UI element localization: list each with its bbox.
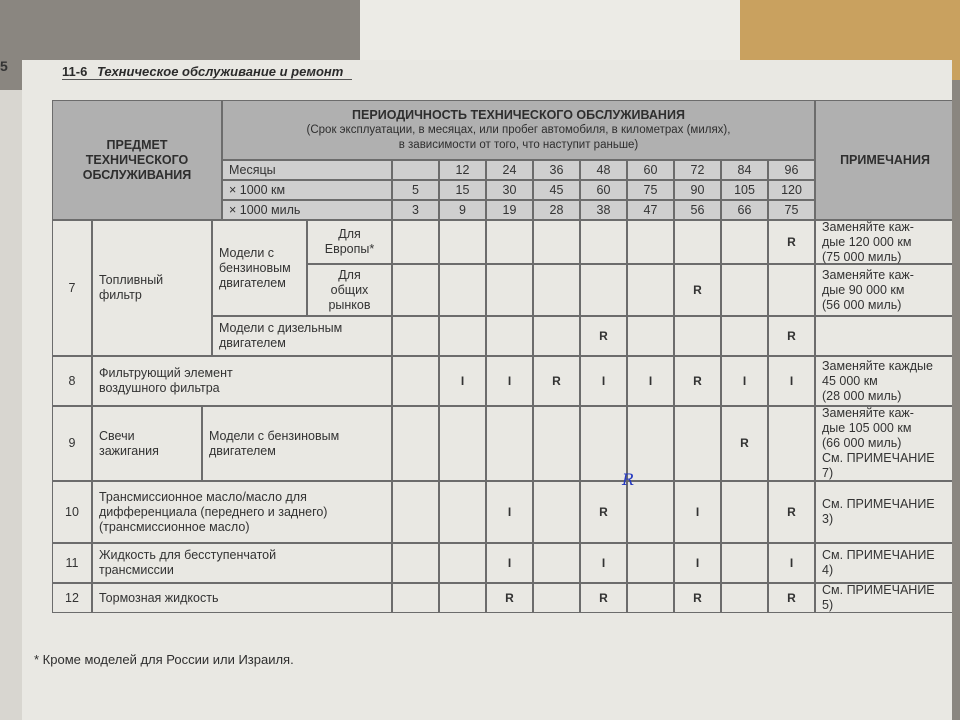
item-subgroup: Модели с бензиновым двигателем xyxy=(212,220,307,316)
item-name: Жидкость для бесступенчатой трансмиссии xyxy=(92,543,392,583)
maintenance-mark: R xyxy=(768,220,815,264)
maintenance-mark: R xyxy=(486,583,533,613)
maintenance-mark: R xyxy=(768,316,815,356)
item-variant: Модели с дизельным двигателем xyxy=(212,316,392,356)
scale-value-km: 15 xyxy=(439,180,486,200)
scale-value-km: 75 xyxy=(627,180,674,200)
item-note: Заменяйте каждые 45 000 км (28 000 миль) xyxy=(815,356,952,406)
page-header xyxy=(62,64,352,80)
item-name: Свечи зажигания xyxy=(92,406,202,481)
item-note xyxy=(815,316,952,356)
scale-value-miles: 56 xyxy=(674,200,721,220)
maintenance-mark xyxy=(721,543,768,583)
scale-value-months: 36 xyxy=(533,160,580,180)
scale-value-months: 60 xyxy=(627,160,674,180)
maintenance-mark xyxy=(392,220,439,264)
scale-value-miles: 75 xyxy=(768,200,815,220)
maintenance-mark xyxy=(392,356,439,406)
item-note: См. ПРИМЕЧАНИЕ 3) xyxy=(815,481,952,543)
scale-value-months: 72 xyxy=(674,160,721,180)
maintenance-mark: I xyxy=(580,543,627,583)
maintenance-mark xyxy=(533,583,580,613)
maintenance-mark xyxy=(533,264,580,316)
maintenance-mark: R xyxy=(580,481,627,543)
maintenance-mark xyxy=(721,316,768,356)
maintenance-mark: I xyxy=(486,481,533,543)
maintenance-mark xyxy=(533,316,580,356)
left-page-edge xyxy=(0,90,22,720)
maintenance-mark xyxy=(439,316,486,356)
maintenance-mark: I xyxy=(721,356,768,406)
maintenance-mark xyxy=(392,316,439,356)
maintenance-mark xyxy=(533,481,580,543)
maintenance-mark: I xyxy=(768,356,815,406)
item-number: 12 xyxy=(52,583,92,613)
maintenance-mark: R xyxy=(580,316,627,356)
item-note: См. ПРИМЕЧАНИЕ 5) xyxy=(815,583,952,613)
maintenance-mark xyxy=(439,583,486,613)
scale-value-miles: 28 xyxy=(533,200,580,220)
maintenance-mark xyxy=(486,316,533,356)
maintenance-mark xyxy=(674,316,721,356)
maintenance-mark xyxy=(768,264,815,316)
maintenance-mark: I xyxy=(439,356,486,406)
scale-label-miles: × 1000 миль xyxy=(222,200,392,220)
maintenance-mark: R xyxy=(721,406,768,481)
item-variant: Для общих рынков xyxy=(307,264,392,316)
maintenance-mark xyxy=(486,264,533,316)
page-header-title: Техническое обслуживание и ремонт xyxy=(96,64,344,79)
maintenance-mark: I xyxy=(674,481,721,543)
maintenance-mark: R xyxy=(768,583,815,613)
maintenance-mark xyxy=(674,406,721,481)
maintenance-mark xyxy=(721,220,768,264)
interval-header xyxy=(222,100,815,160)
page-header-number: 11-6 xyxy=(62,64,88,79)
maintenance-mark xyxy=(392,264,439,316)
maintenance-mark xyxy=(392,583,439,613)
item-note: Заменяйте каж- дые 105 000 км (66 000 миль) См. ПРИМЕЧАНИЕ 7) xyxy=(815,406,952,481)
maintenance-mark xyxy=(486,220,533,264)
scale-value-miles: 19 xyxy=(486,200,533,220)
maintenance-mark xyxy=(627,583,674,613)
maintenance-mark xyxy=(721,264,768,316)
scale-value-miles: 3 xyxy=(392,200,439,220)
manual-page xyxy=(22,60,952,720)
maintenance-mark xyxy=(439,264,486,316)
maintenance-mark xyxy=(439,543,486,583)
item-variant: Для Европы* xyxy=(307,220,392,264)
scale-label-km: × 1000 км xyxy=(222,180,392,200)
scale-value-months xyxy=(392,160,439,180)
scale-value-km: 105 xyxy=(721,180,768,200)
scale-value-miles: 47 xyxy=(627,200,674,220)
maintenance-mark xyxy=(439,406,486,481)
maintenance-mark xyxy=(627,316,674,356)
item-name: Топливный фильтр xyxy=(92,220,212,356)
scale-value-km: 30 xyxy=(486,180,533,200)
item-number: 9 xyxy=(52,406,92,481)
maintenance-mark: R xyxy=(674,356,721,406)
maintenance-mark xyxy=(768,406,815,481)
scale-value-km: 60 xyxy=(580,180,627,200)
maintenance-mark: R xyxy=(768,481,815,543)
notes-header: ПРИМЕЧАНИЯ xyxy=(815,100,952,220)
maintenance-mark xyxy=(627,406,674,481)
scale-value-months: 24 xyxy=(486,160,533,180)
maintenance-mark xyxy=(721,481,768,543)
maintenance-mark xyxy=(486,406,533,481)
footnote: * Кроме моделей для России или Израиля. xyxy=(34,652,294,667)
interval-title: ПЕРИОДИЧНОСТЬ ТЕХНИЧЕСКОГО ОБСЛУЖИВАНИЯ xyxy=(352,107,685,122)
maintenance-mark: R xyxy=(674,264,721,316)
maintenance-mark: I xyxy=(580,356,627,406)
scale-value-km: 45 xyxy=(533,180,580,200)
scale-value-miles: 9 xyxy=(439,200,486,220)
scale-value-km: 5 xyxy=(392,180,439,200)
maintenance-mark: R xyxy=(674,583,721,613)
scale-value-months: 96 xyxy=(768,160,815,180)
item-number: 7 xyxy=(52,220,92,356)
item-note: Заменяйте каж- дые 90 000 км (56 000 миль) xyxy=(815,264,952,316)
maintenance-mark xyxy=(580,220,627,264)
maintenance-mark xyxy=(392,406,439,481)
maintenance-mark xyxy=(392,543,439,583)
maintenance-mark xyxy=(627,264,674,316)
maintenance-mark: I xyxy=(627,356,674,406)
item-name: Фильтрующий элемент воздушного фильтра xyxy=(92,356,392,406)
item-note: Заменяйте каж- дые 120 000 км (75 000 миль) xyxy=(815,220,952,264)
maintenance-mark xyxy=(627,543,674,583)
item-note: См. ПРИМЕЧАНИЕ 4) xyxy=(815,543,952,583)
scale-value-km: 90 xyxy=(674,180,721,200)
scale-value-months: 84 xyxy=(721,160,768,180)
scale-value-miles: 66 xyxy=(721,200,768,220)
subject-header: ПРЕДМЕТ ТЕХНИЧЕСКОГО ОБСЛУЖИВАНИЯ xyxy=(52,100,222,220)
maintenance-mark xyxy=(627,481,674,543)
maintenance-mark xyxy=(439,481,486,543)
maintenance-mark xyxy=(674,220,721,264)
maintenance-mark xyxy=(533,406,580,481)
maintenance-mark xyxy=(627,220,674,264)
maintenance-mark: I xyxy=(674,543,721,583)
scale-value-months: 12 xyxy=(439,160,486,180)
maintenance-mark: R xyxy=(580,583,627,613)
scale-value-km: 120 xyxy=(768,180,815,200)
item-number: 10 xyxy=(52,481,92,543)
item-name: Тормозная жидкость xyxy=(92,583,392,613)
item-detail: Модели с бензиновым двигателем xyxy=(202,406,392,481)
maintenance-mark xyxy=(533,543,580,583)
maintenance-mark: I xyxy=(486,543,533,583)
item-name: Трансмиссионное масло/масло для дифференциала (переднего и заднего) (трансмиссионное масло) xyxy=(92,481,392,543)
interval-subtitle: (Срок эксплуатации, в месяцах, или пробег автомобиля, в километрах (милях), в зависимости от того, что наступит раньше) xyxy=(306,123,731,151)
scale-value-months: 48 xyxy=(580,160,627,180)
handwritten-mark: R xyxy=(622,470,635,489)
maintenance-mark xyxy=(721,583,768,613)
maintenance-mark: I xyxy=(768,543,815,583)
maintenance-mark xyxy=(533,220,580,264)
scale-value-miles: 38 xyxy=(580,200,627,220)
item-number: 11 xyxy=(52,543,92,583)
maintenance-mark xyxy=(580,406,627,481)
maintenance-mark: I xyxy=(486,356,533,406)
scale-label-months: Месяцы xyxy=(222,160,392,180)
maintenance-mark xyxy=(392,481,439,543)
maintenance-mark xyxy=(439,220,486,264)
item-number: 8 xyxy=(52,356,92,406)
maintenance-mark: R xyxy=(533,356,580,406)
maintenance-mark xyxy=(580,264,627,316)
left-page-number: 5 xyxy=(0,58,8,74)
